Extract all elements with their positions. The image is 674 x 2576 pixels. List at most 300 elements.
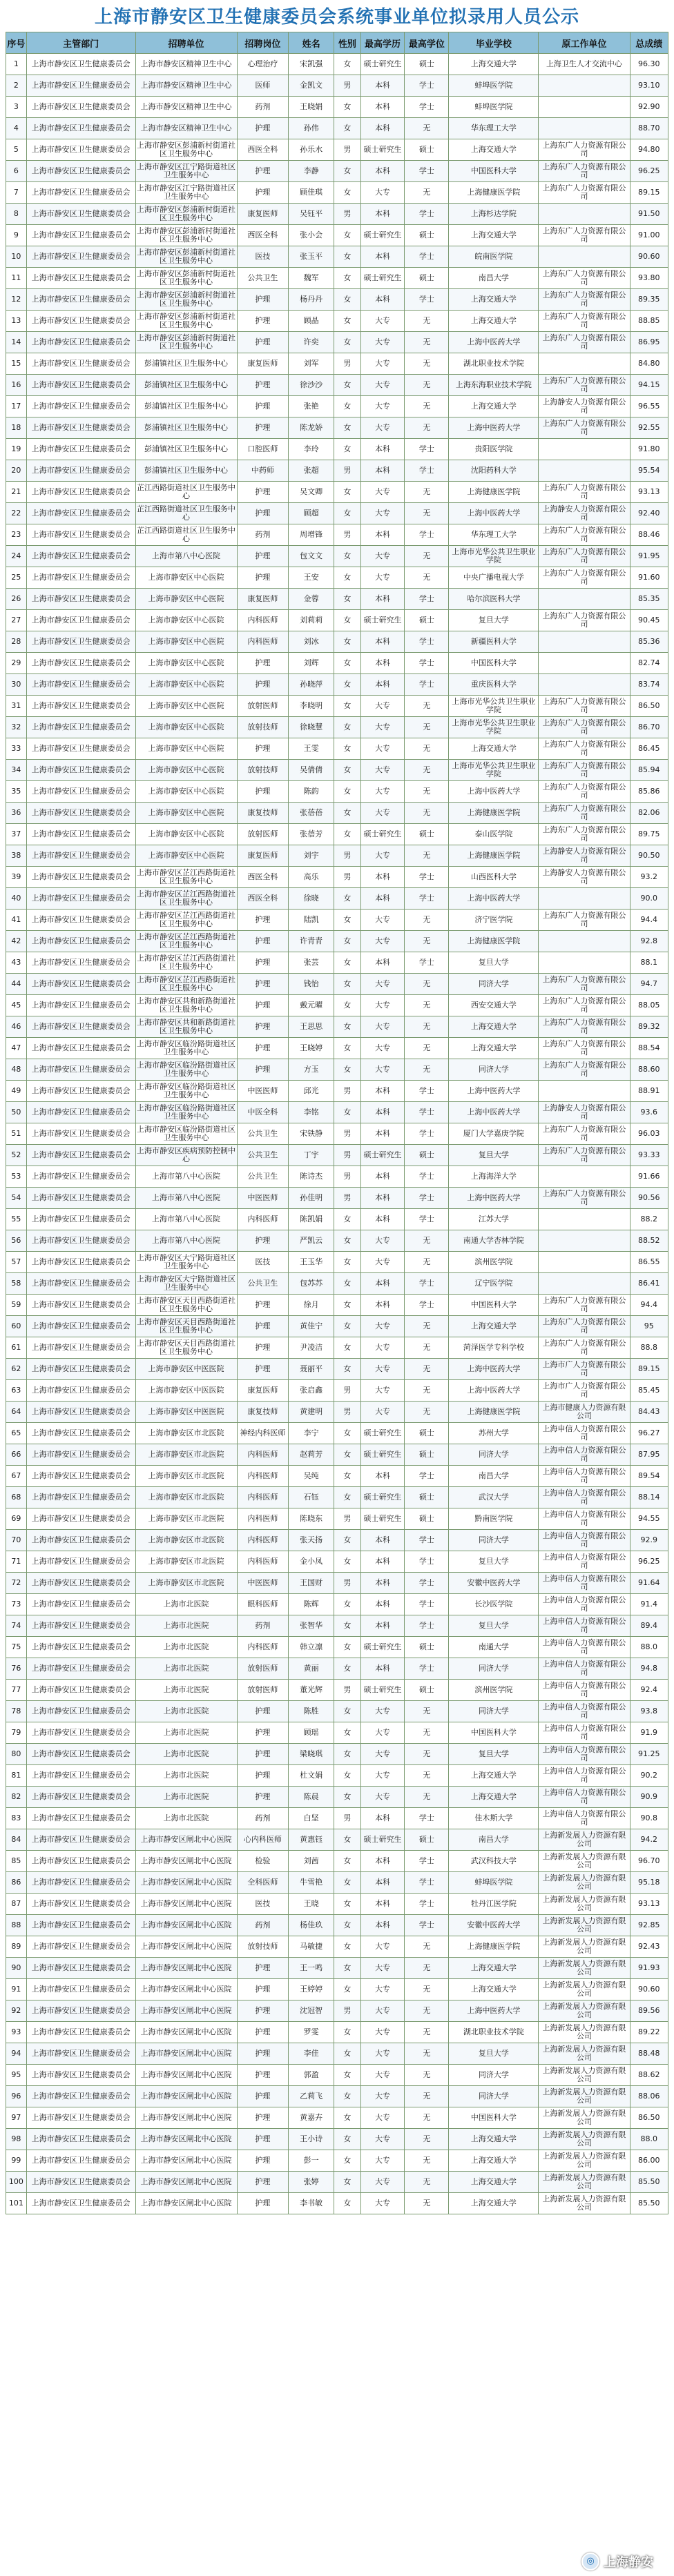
cell-col-degree: 学士 — [405, 289, 449, 311]
cell-col-no: 77 — [6, 1680, 27, 1701]
cell-col-score: 90.50 — [630, 845, 668, 867]
cell-col-sex: 女 — [334, 1487, 360, 1508]
cell-col-post: 内科医师 — [237, 1508, 289, 1530]
cell-col-edu: 本科 — [360, 589, 405, 610]
cell-col-sex: 女 — [334, 1701, 360, 1722]
cell-col-sex: 女 — [334, 2065, 360, 2086]
cell-col-score: 92.8 — [630, 931, 668, 952]
cell-col-work: 上海东广人力资源有限公司 — [539, 311, 630, 332]
cell-col-name: 张艳 — [289, 396, 334, 417]
cell-col-post: 内科医师 — [237, 1637, 289, 1658]
cell-col-name: 陈龙娇 — [289, 417, 334, 439]
cell-col-name: 张蓓芳 — [289, 824, 334, 845]
table-row — [6, 353, 668, 375]
cell-col-edu: 硕士研究生 — [360, 1423, 405, 1444]
cell-col-edu: 大专 — [360, 332, 405, 353]
cell-col-score: 94.7 — [630, 974, 668, 995]
cell-col-sex: 女 — [334, 1658, 360, 1680]
cell-col-name: 吴纯 — [289, 1466, 334, 1487]
cell-col-unit: 上海市静安区芷江西路街道社区卫生服务中心 — [135, 952, 237, 974]
cell-col-edu: 本科 — [360, 631, 405, 653]
cell-col-score: 85.50 — [630, 2172, 668, 2193]
cell-col-degree: 无 — [405, 396, 449, 417]
table-row — [6, 139, 668, 161]
cell-col-school: 中国医科大学 — [449, 1295, 539, 1316]
table-row — [6, 1145, 668, 1166]
cell-col-unit: 彭浦镇社区卫生服务中心 — [135, 375, 237, 396]
cell-col-name: 顾晶 — [289, 311, 334, 332]
table-row — [6, 1466, 668, 1487]
cell-col-unit: 上海市静安区中心医院 — [135, 717, 237, 738]
table-row — [6, 1787, 668, 1808]
cell-col-post: 护理 — [237, 2000, 289, 2022]
cell-col-post: 护理 — [237, 1701, 289, 1722]
cell-col-score: 96.55 — [630, 396, 668, 417]
cell-col-name: 陈诗杰 — [289, 1166, 334, 1188]
cell-col-post: 中医医师 — [237, 1188, 289, 1209]
table-row — [6, 931, 668, 952]
cell-col-edu: 大专 — [360, 1701, 405, 1722]
cell-col-dept: 上海市静安区卫生健康委员会 — [26, 910, 135, 931]
table-row — [6, 1337, 668, 1359]
cell-col-sex: 男 — [334, 1680, 360, 1701]
cell-col-name: 徐沙沙 — [289, 375, 334, 396]
cell-col-work: 上海东广人力资源有限公司 — [539, 781, 630, 803]
cell-col-score: 88.70 — [630, 118, 668, 139]
cell-col-post: 康复技师 — [237, 803, 289, 824]
cell-col-unit: 上海市静安区市北医院 — [135, 1551, 237, 1573]
table-row — [6, 1808, 668, 1829]
cell-col-sex: 女 — [334, 1102, 360, 1123]
cell-col-score: 95.18 — [630, 1872, 668, 1894]
cell-col-dept: 上海市静安区卫生健康委员会 — [26, 1851, 135, 1872]
cell-col-dept: 上海市静安区卫生健康委员会 — [26, 1615, 135, 1637]
cell-col-edu: 大专 — [360, 845, 405, 867]
cell-col-no: 25 — [6, 567, 27, 589]
cell-col-dept: 上海市静安区卫生健康委员会 — [26, 353, 135, 375]
cell-col-sex: 女 — [334, 1744, 360, 1765]
cell-col-unit: 上海市静安区市北医院 — [135, 1466, 237, 1487]
cell-col-degree: 无 — [405, 2107, 449, 2129]
cell-col-degree: 无 — [405, 1701, 449, 1722]
table-row — [6, 1508, 668, 1530]
cell-col-sex: 女 — [334, 1295, 360, 1316]
cell-col-name: 宋铁静 — [289, 1123, 334, 1145]
cell-col-post: 药剂 — [237, 97, 289, 118]
cell-col-degree: 无 — [405, 910, 449, 931]
cell-col-score: 89.56 — [630, 2000, 668, 2022]
cell-col-no: 59 — [6, 1295, 27, 1316]
cell-col-sex: 女 — [334, 482, 360, 503]
cell-col-score: 90.60 — [630, 246, 668, 268]
cell-col-score: 94.4 — [630, 1295, 668, 1316]
cell-col-score: 89.35 — [630, 289, 668, 311]
cell-col-sex: 女 — [334, 1337, 360, 1359]
cell-col-sex: 女 — [334, 546, 360, 567]
cell-col-name: 乙莉飞 — [289, 2086, 334, 2107]
cell-col-no: 9 — [6, 225, 27, 246]
cell-col-score: 88.06 — [630, 2086, 668, 2107]
cell-col-sex: 女 — [334, 1209, 360, 1230]
cell-col-name: 吴倩倩 — [289, 760, 334, 781]
cell-col-dept: 上海市静安区卫生健康委员会 — [26, 546, 135, 567]
cell-col-no: 43 — [6, 952, 27, 974]
cell-col-edu: 硕士研究生 — [360, 1829, 405, 1851]
cell-col-sex: 女 — [334, 738, 360, 760]
cell-col-edu: 大专 — [360, 1958, 405, 1979]
cell-col-edu: 大专 — [360, 1059, 405, 1081]
cell-col-work: 上海东广人力资源有限公司 — [539, 524, 630, 546]
table-row — [6, 1444, 668, 1466]
cell-col-edu: 大专 — [360, 375, 405, 396]
cell-col-edu: 本科 — [360, 1209, 405, 1230]
table-row — [6, 225, 668, 246]
cell-col-post: 内科医师 — [237, 1466, 289, 1487]
cell-col-school: 中国医科大学 — [449, 1722, 539, 1744]
cell-col-school: 上海中医药大学 — [449, 1359, 539, 1380]
cell-col-school: 同济大学 — [449, 1059, 539, 1081]
cell-col-sex: 男 — [334, 1188, 360, 1209]
cell-col-unit: 上海市静安区临汾路街道社区卫生服务中心 — [135, 1102, 237, 1123]
cell-col-school: 上海杉达学院 — [449, 204, 539, 225]
table-row — [6, 1637, 668, 1658]
cell-col-score: 90.9 — [630, 1787, 668, 1808]
cell-col-name: 顾超 — [289, 503, 334, 524]
cell-col-no: 45 — [6, 995, 27, 1016]
table-row — [6, 1402, 668, 1423]
cell-col-work: 上海东广人力资源有限公司 — [539, 1145, 630, 1166]
cell-col-unit: 上海市北医院 — [135, 1744, 237, 1765]
cell-col-score: 88.05 — [630, 995, 668, 1016]
cell-col-sex: 女 — [334, 974, 360, 995]
cell-col-school: 上海中医药大学 — [449, 1102, 539, 1123]
cell-col-school: 上海中医药大学 — [449, 1188, 539, 1209]
cell-col-post: 全科医师 — [237, 1872, 289, 1894]
cell-col-school: 上海交通大学 — [449, 2172, 539, 2193]
cell-col-unit: 上海市静安区闸北中心医院 — [135, 1936, 237, 1958]
cell-col-unit: 上海市静安区芷江西路街道社区卫生服务中心 — [135, 867, 237, 888]
cell-col-no: 36 — [6, 803, 27, 824]
cell-col-degree: 硕士 — [405, 1829, 449, 1851]
cell-col-edu: 硕士研究生 — [360, 1508, 405, 1530]
cell-col-sex: 女 — [334, 803, 360, 824]
cell-col-name: 高乐 — [289, 867, 334, 888]
cell-col-school: 华东理工大学 — [449, 524, 539, 546]
cell-col-name: 徐晓慧 — [289, 717, 334, 738]
cell-col-post: 护理 — [237, 546, 289, 567]
cell-col-post: 放射医师 — [237, 1680, 289, 1701]
cell-col-no: 21 — [6, 482, 27, 503]
cell-col-no: 90 — [6, 1958, 27, 1979]
cell-col-name: 孙佳明 — [289, 1188, 334, 1209]
cell-col-unit: 彭浦镇社区卫生服务中心 — [135, 417, 237, 439]
cell-col-edu: 本科 — [360, 204, 405, 225]
cell-col-name: 包苏苏 — [289, 1273, 334, 1295]
cell-col-degree: 无 — [405, 182, 449, 204]
cell-col-edu: 本科 — [360, 1808, 405, 1829]
cell-col-degree: 无 — [405, 1979, 449, 2000]
cell-col-school: 菏泽医学专科学校 — [449, 1337, 539, 1359]
cell-col-work: 上海申信人力资源有限公司 — [539, 1594, 630, 1615]
cell-col-work — [539, 674, 630, 696]
cell-col-score: 91.25 — [630, 1744, 668, 1765]
cell-col-sex: 女 — [334, 2043, 360, 2065]
cell-col-school: 滨州医学院 — [449, 1252, 539, 1273]
cell-col-work: 上海申信人力资源有限公司 — [539, 1615, 630, 1637]
cell-col-name: 刘冰 — [289, 631, 334, 653]
cell-col-degree: 无 — [405, 482, 449, 503]
cell-col-unit: 上海市静安区闸北中心医院 — [135, 1958, 237, 1979]
cell-col-post: 口腔医师 — [237, 439, 289, 460]
cell-col-score: 93.10 — [630, 75, 668, 97]
cell-col-post: 护理 — [237, 1765, 289, 1787]
cell-col-work: 上海静安人力资源有限公司 — [539, 503, 630, 524]
cell-col-edu: 大专 — [360, 995, 405, 1016]
cell-col-post: 中药师 — [237, 460, 289, 482]
cell-col-school: 上海交通大学 — [449, 1316, 539, 1337]
cell-col-score: 86.50 — [630, 696, 668, 717]
cell-col-unit: 上海市第八中心医院 — [135, 1188, 237, 1209]
cell-col-school: 江苏大学 — [449, 1209, 539, 1230]
cell-col-dept: 上海市静安区卫生健康委员会 — [26, 1594, 135, 1615]
cell-col-name: 吴文卿 — [289, 482, 334, 503]
cell-col-score: 88.85 — [630, 311, 668, 332]
cell-col-edu: 硕士研究生 — [360, 268, 405, 289]
table-row — [6, 1958, 668, 1979]
cell-col-edu: 大专 — [360, 182, 405, 204]
cell-col-no: 5 — [6, 139, 27, 161]
cell-col-post: 护理 — [237, 2065, 289, 2086]
cell-col-no: 79 — [6, 1722, 27, 1744]
cell-col-sex: 女 — [334, 1016, 360, 1038]
cell-col-no: 34 — [6, 760, 27, 781]
watermark-logo-icon: ◎ — [581, 2553, 599, 2570]
cell-col-score: 94.80 — [630, 139, 668, 161]
cell-col-dept: 上海市静安区卫生健康委员会 — [26, 1380, 135, 1402]
cell-col-school: 上海中医药大学 — [449, 2000, 539, 2022]
cell-col-post: 内科医师 — [237, 610, 289, 631]
cell-col-name: 刘宇 — [289, 845, 334, 867]
cell-col-dept: 上海市静安区卫生健康委员会 — [26, 952, 135, 974]
table-row — [6, 1188, 668, 1209]
cell-col-edu: 大专 — [360, 2065, 405, 2086]
cell-col-no: 83 — [6, 1808, 27, 1829]
cell-col-name: 王婷婷 — [289, 1979, 334, 2000]
cell-col-name: 董光辉 — [289, 1680, 334, 1701]
cell-col-no: 32 — [6, 717, 27, 738]
cell-col-no: 19 — [6, 439, 27, 460]
cell-col-work: 上海静安人力资源有限公司 — [539, 845, 630, 867]
cell-col-school: 上海中医药大学 — [449, 1081, 539, 1102]
table-row — [6, 1016, 668, 1038]
cell-col-work: 上海东广人力资源有限公司 — [539, 717, 630, 738]
cell-col-score: 85.50 — [630, 2193, 668, 2214]
cell-col-edu: 大专 — [360, 2129, 405, 2150]
cell-col-edu: 硕士研究生 — [360, 139, 405, 161]
cell-col-work: 上海市广人力资源有限公司 — [539, 1359, 630, 1380]
cell-col-edu: 本科 — [360, 1551, 405, 1573]
cell-col-score: 91.64 — [630, 1573, 668, 1594]
cell-col-name: 张芸 — [289, 952, 334, 974]
cell-col-no: 8 — [6, 204, 27, 225]
cell-col-work: 上海东广人力资源有限公司 — [539, 289, 630, 311]
cell-col-school: 华东理工大学 — [449, 118, 539, 139]
cell-col-no: 48 — [6, 1059, 27, 1081]
cell-col-post: 护理 — [237, 375, 289, 396]
cell-col-no: 33 — [6, 738, 27, 760]
cell-col-work: 上海市健康人力资源有限公司 — [539, 1402, 630, 1423]
cell-col-edu: 大专 — [360, 2000, 405, 2022]
cell-col-unit: 上海市静安区中医医院 — [135, 1402, 237, 1423]
cell-col-score: 86.45 — [630, 738, 668, 760]
cell-col-dept: 上海市静安区卫生健康委员会 — [26, 653, 135, 674]
cell-col-sex: 女 — [334, 246, 360, 268]
cell-col-degree: 学士 — [405, 1466, 449, 1487]
cell-col-post: 护理 — [237, 2129, 289, 2150]
cell-col-sex: 女 — [334, 1230, 360, 1252]
cell-col-dept: 上海市静安区卫生健康委员会 — [26, 888, 135, 910]
cell-col-dept: 上海市静安区卫生健康委员会 — [26, 717, 135, 738]
cell-col-edu: 大专 — [360, 1402, 405, 1423]
cell-col-name: 陈韵 — [289, 781, 334, 803]
cell-col-degree: 学士 — [405, 204, 449, 225]
cell-col-degree: 无 — [405, 1337, 449, 1359]
cell-col-sex: 女 — [334, 1637, 360, 1658]
cell-col-post: 公共卫生 — [237, 1123, 289, 1145]
cell-col-degree: 硕士 — [405, 1680, 449, 1701]
cell-col-degree: 无 — [405, 845, 449, 867]
cell-col-edu: 大专 — [360, 2022, 405, 2043]
cell-col-sex: 女 — [334, 1915, 360, 1936]
cell-col-degree: 无 — [405, 332, 449, 353]
cell-col-work: 上海申信人力资源有限公司 — [539, 1765, 630, 1787]
cell-col-edu: 硕士研究生 — [360, 225, 405, 246]
cell-col-unit: 彭浦镇社区卫生服务中心 — [135, 396, 237, 417]
cell-col-sex: 女 — [334, 717, 360, 738]
watermark-text: 上海静安 — [604, 2555, 653, 2570]
cell-col-name: 徐月 — [289, 1295, 334, 1316]
cell-col-school: 西安交通大学 — [449, 995, 539, 1016]
cell-col-degree: 无 — [405, 1744, 449, 1765]
cell-col-name: 魏军 — [289, 268, 334, 289]
cell-col-school: 上海交通大学 — [449, 1038, 539, 1059]
cell-col-sex: 女 — [334, 824, 360, 845]
cell-col-sex: 女 — [334, 2086, 360, 2107]
cell-col-edu: 大专 — [360, 1230, 405, 1252]
cell-col-unit: 彭浦镇社区卫生服务中心 — [135, 460, 237, 482]
cell-col-edu: 本科 — [360, 674, 405, 696]
cell-col-unit: 上海市第八中心医院 — [135, 1209, 237, 1230]
cell-col-score: 88.62 — [630, 2065, 668, 2086]
cell-col-score: 96.25 — [630, 161, 668, 182]
cell-col-post: 护理 — [237, 1016, 289, 1038]
cell-col-no: 73 — [6, 1594, 27, 1615]
cell-col-dept: 上海市静安区卫生健康委员会 — [26, 1188, 135, 1209]
cell-col-edu: 本科 — [360, 1573, 405, 1594]
cell-col-unit: 上海市静安区临汾路街道社区卫生服务中心 — [135, 1038, 237, 1059]
cell-col-sex: 女 — [334, 1872, 360, 1894]
cell-col-degree: 无 — [405, 417, 449, 439]
cell-col-score: 86.70 — [630, 717, 668, 738]
cell-col-work — [539, 1273, 630, 1295]
cell-col-school: 上海健康医学院 — [449, 482, 539, 503]
cell-col-name: 张玉平 — [289, 246, 334, 268]
cell-col-score: 91.00 — [630, 225, 668, 246]
cell-col-name: 陈胜 — [289, 1701, 334, 1722]
cell-col-no: 65 — [6, 1423, 27, 1444]
cell-col-work: 上海申信人力资源有限公司 — [539, 1466, 630, 1487]
cell-col-degree: 硕士 — [405, 1637, 449, 1658]
cell-col-edu: 硕士研究生 — [360, 1680, 405, 1701]
cell-col-edu: 大专 — [360, 738, 405, 760]
cell-col-score: 88.14 — [630, 1487, 668, 1508]
cell-col-school: 武汉大学 — [449, 1487, 539, 1508]
cell-col-school: 复旦大学 — [449, 1615, 539, 1637]
cell-col-dept: 上海市静安区卫生健康委员会 — [26, 2086, 135, 2107]
cell-col-school: 上海交通大学 — [449, 311, 539, 332]
cell-col-edu: 本科 — [360, 439, 405, 460]
cell-col-degree: 学士 — [405, 1273, 449, 1295]
cell-col-dept: 上海市静安区卫生健康委员会 — [26, 1915, 135, 1936]
cell-col-unit: 上海市第八中心医院 — [135, 1166, 237, 1188]
cell-col-work: 上海新发展人力资源有限公司 — [539, 2065, 630, 2086]
cell-col-dept: 上海市静安区卫生健康委员会 — [26, 1936, 135, 1958]
cell-col-no: 22 — [6, 503, 27, 524]
cell-col-dept: 上海市静安区卫生健康委员会 — [26, 803, 135, 824]
cell-col-school: 上海健康医学院 — [449, 1936, 539, 1958]
cell-col-sex: 女 — [334, 1423, 360, 1444]
cell-col-degree: 硕士 — [405, 1487, 449, 1508]
cell-col-no: 76 — [6, 1658, 27, 1680]
cell-col-score: 94.55 — [630, 1508, 668, 1530]
cell-col-degree: 无 — [405, 2172, 449, 2193]
cell-col-no: 95 — [6, 2065, 27, 2086]
cell-col-unit: 上海市静安区闸北中心医院 — [135, 2150, 237, 2172]
cell-col-dept: 上海市静安区卫生健康委员会 — [26, 161, 135, 182]
cell-col-dept: 上海市静安区卫生健康委员会 — [26, 268, 135, 289]
cell-col-post: 放射医师 — [237, 1658, 289, 1680]
cell-col-post: 西医全科 — [237, 139, 289, 161]
cell-col-degree: 学士 — [405, 1872, 449, 1894]
cell-col-no: 91 — [6, 1979, 27, 2000]
cell-col-edu: 本科 — [360, 1295, 405, 1316]
cell-col-no: 61 — [6, 1337, 27, 1359]
cell-col-degree: 学士 — [405, 439, 449, 460]
cell-col-degree: 无 — [405, 567, 449, 589]
cell-col-post: 护理 — [237, 1316, 289, 1337]
cell-col-edu: 大专 — [360, 1252, 405, 1273]
cell-col-school: 上海中医药大学 — [449, 417, 539, 439]
table-row — [6, 738, 668, 760]
cell-col-score: 95 — [630, 1316, 668, 1337]
cell-col-unit: 上海市静安区彭浦新村街道社区卫生服务中心 — [135, 139, 237, 161]
cell-col-post: 中医医师 — [237, 1573, 289, 1594]
cell-col-no: 92 — [6, 2000, 27, 2022]
cell-col-no: 13 — [6, 311, 27, 332]
cell-col-school: 上海健康医学院 — [449, 803, 539, 824]
cell-col-school: 上海交通大学 — [449, 2129, 539, 2150]
cell-col-no: 74 — [6, 1615, 27, 1637]
cell-col-sex: 女 — [334, 1615, 360, 1637]
cell-col-no: 26 — [6, 589, 27, 610]
cell-col-work: 上海静安人力资源有限公司 — [539, 867, 630, 888]
cell-col-sex: 女 — [334, 2150, 360, 2172]
cell-col-unit: 上海市静安区闸北中心医院 — [135, 1915, 237, 1936]
cell-col-work: 上海东广人力资源有限公司 — [539, 139, 630, 161]
cell-col-name: 孙伟 — [289, 118, 334, 139]
cell-col-name: 金凯文 — [289, 75, 334, 97]
cell-col-degree: 无 — [405, 1038, 449, 1059]
